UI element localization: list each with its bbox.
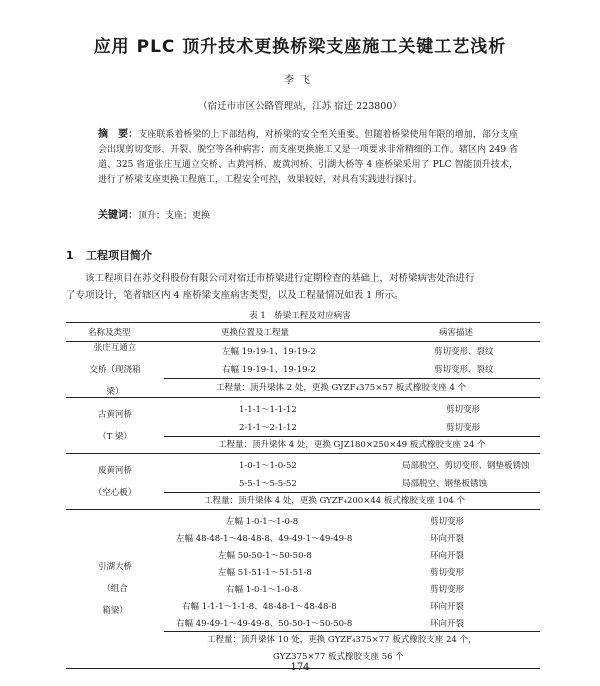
table-row <box>164 529 540 546</box>
bridge-name-line: 交桥（现浇箱 <box>89 364 141 375</box>
bridge-name-line: （空心板） <box>93 487 137 498</box>
bridge-table <box>66 322 540 669</box>
work-quantity: 工程量：顶升梁体 10 处，更换 GYZF₄375×77 板式橡胶支座 24 个， <box>207 635 477 645</box>
para-line: 了专项设计，笔者辖区内 4 座桥梁支座病害类型，以及工程量情况如表 1 所示。 <box>66 290 404 301</box>
location-cell: 1-1-1～1-1-12 <box>239 405 297 415</box>
page-number: 174 <box>290 662 310 673</box>
damage-cell: 环向开裂 <box>430 551 465 561</box>
header-location: 更换位置及工程量 <box>221 328 290 338</box>
damage-cell: 剪切变形、裂纹 <box>434 365 494 375</box>
table-row <box>164 512 540 529</box>
work-quantity: 工程量：顶升梁体 4 处，更换 GYZF₄200×44 板式橡胶支座 104 个 <box>204 496 465 506</box>
table-row <box>164 360 540 377</box>
damage-cell: 剪切变形 <box>430 517 465 527</box>
table-row <box>164 597 540 614</box>
keywords <box>98 206 210 221</box>
table-header <box>66 322 540 342</box>
bridge-name-line: 古黄河桥 <box>97 409 132 420</box>
bridge-name <box>66 454 164 509</box>
author-name: 李飞 <box>284 75 316 86</box>
damage-cell: 局部脱空、剪切变形、钢垫板锈蚀 <box>402 461 530 471</box>
table-group <box>66 454 540 510</box>
location-cell: 右幅 19-19-1、19-19-2 <box>222 365 316 375</box>
location-cell: 5-5-1～5-5-52 <box>239 479 297 489</box>
row-divider <box>164 378 540 379</box>
table-group <box>66 398 540 454</box>
bridge-name-line: （T 梁） <box>98 431 132 442</box>
location-cell: 1-0-1～1-0-52 <box>239 461 297 471</box>
table-row <box>164 614 540 631</box>
keywords-text: 顶升；支座；更换 <box>138 211 211 221</box>
location-cell: 左幅 19-19-1、19-19-2 <box>222 347 316 357</box>
damage-cell: 剪切变形 <box>446 423 481 433</box>
table-row <box>164 418 540 435</box>
work-quantity-cont: GYZ375×77 板式橡胶支座 56 个 <box>273 652 404 662</box>
author-affiliation: （宿迁市市区公路管理站，江苏 宿迁 223800） <box>198 101 402 112</box>
bridge-name <box>66 510 164 668</box>
paper-title: 应用 PLC 顶升技术更换桥梁支座施工关键工艺浅析 <box>93 37 507 57</box>
work-quantity: 工程量：顶升梁体 2 处，更换 GYZF₄375×57 板式橡胶支座 4 个 <box>216 383 467 393</box>
para-line: 该工程项目在苏交科股份有限公司对宿迁市桥梁进行定期检查的基础上，对桥梁病害处治进行 <box>85 273 475 284</box>
table-group <box>66 342 540 398</box>
table-row <box>164 563 540 580</box>
table-row <box>164 474 540 491</box>
abstract <box>98 127 518 188</box>
bridge-name-line: （组合 <box>102 584 128 594</box>
damage-cell: 剪切变形、裂纹 <box>434 347 494 357</box>
table-row <box>164 546 540 563</box>
damage-cell: 剪切变形 <box>430 568 465 578</box>
location-cell: 左幅 48-48-1～48-48-8、49-49-1～49-49-8 <box>176 534 353 544</box>
location-cell: 左幅 51-51-1～51-51-8 <box>218 568 312 578</box>
section-heading <box>66 247 152 263</box>
row-divider <box>164 492 540 493</box>
bridge-name-line: 箱梁） <box>102 606 128 616</box>
table-row <box>164 342 540 359</box>
location-cell: 右幅 1-0-1～1-0-8 <box>226 585 299 595</box>
bridge-name-line: 梁） <box>106 386 124 397</box>
damage-cell: 局部脱空、钢垫板锈蚀 <box>402 479 488 489</box>
abstract-label: 摘 要： <box>98 129 139 140</box>
abstract-text: 支座联系着桥梁的上下部结构，对桥梁的安全至关重要。但随着桥梁使用年限的增加，部分支座会出现剪切变形、开裂、脱空等各种病害；而支座更换施工又是一项要求非常精细的工作。辖区内 249 省道、325 省道张庄互通立交桥、古黄河桥、废黄河桥、引湖大桥等 4 座桥梁采用了 PLC 智能顶升技术，进行了桥梁支座更换工程施工，工程安全可控，效果较好，对具有实践进行探讨。 <box>98 130 518 185</box>
row-divider <box>164 631 540 632</box>
location-cell: 右幅 49-49-1～49-49-8、50-50-1～50-50-8 <box>176 619 353 629</box>
bridge-name <box>66 342 164 397</box>
table-row <box>164 456 540 473</box>
damage-cell: 剪切变形 <box>446 405 481 415</box>
table-group <box>66 510 540 669</box>
damage-cell: 剪切变形 <box>430 585 465 595</box>
header-damage: 病害描述 <box>439 328 474 338</box>
bridge-name-line: 废黄河桥 <box>97 465 132 476</box>
bridge-name-line: 引湖大桥 <box>97 562 132 572</box>
location-cell: 左幅 50-50-1～50-50-8 <box>218 551 312 561</box>
damage-cell: 环向开裂 <box>430 534 465 544</box>
bridge-name-line: 张庄互通立 <box>93 342 137 353</box>
row-divider <box>164 436 540 437</box>
work-quantity: 工程量：顶升梁体 4 处，更换 GJZ180×250×49 板式橡胶支座 24 个 <box>218 440 486 450</box>
table-row <box>164 580 540 597</box>
section-title: 工程项目简介 <box>86 249 152 262</box>
intro-paragraph <box>66 270 540 304</box>
damage-cell: 环向开裂 <box>430 619 465 629</box>
table-row <box>164 400 540 417</box>
keywords-label: 关键词： <box>98 210 138 221</box>
damage-cell: 环向开裂 <box>430 602 465 612</box>
location-cell: 2-1-1～2-1-12 <box>239 423 297 433</box>
location-cell: 左幅 1-0-1～1-0-8 <box>226 517 299 527</box>
location-cell: 右幅 1-1-1～1-1-8、48-48-1～48-48-8 <box>182 602 337 612</box>
bridge-name <box>66 398 164 453</box>
table-caption: 表 1 桥梁工程及对应病害 <box>249 311 351 321</box>
section-number: 1 <box>66 249 74 262</box>
header-name: 名称及类型 <box>88 328 131 338</box>
